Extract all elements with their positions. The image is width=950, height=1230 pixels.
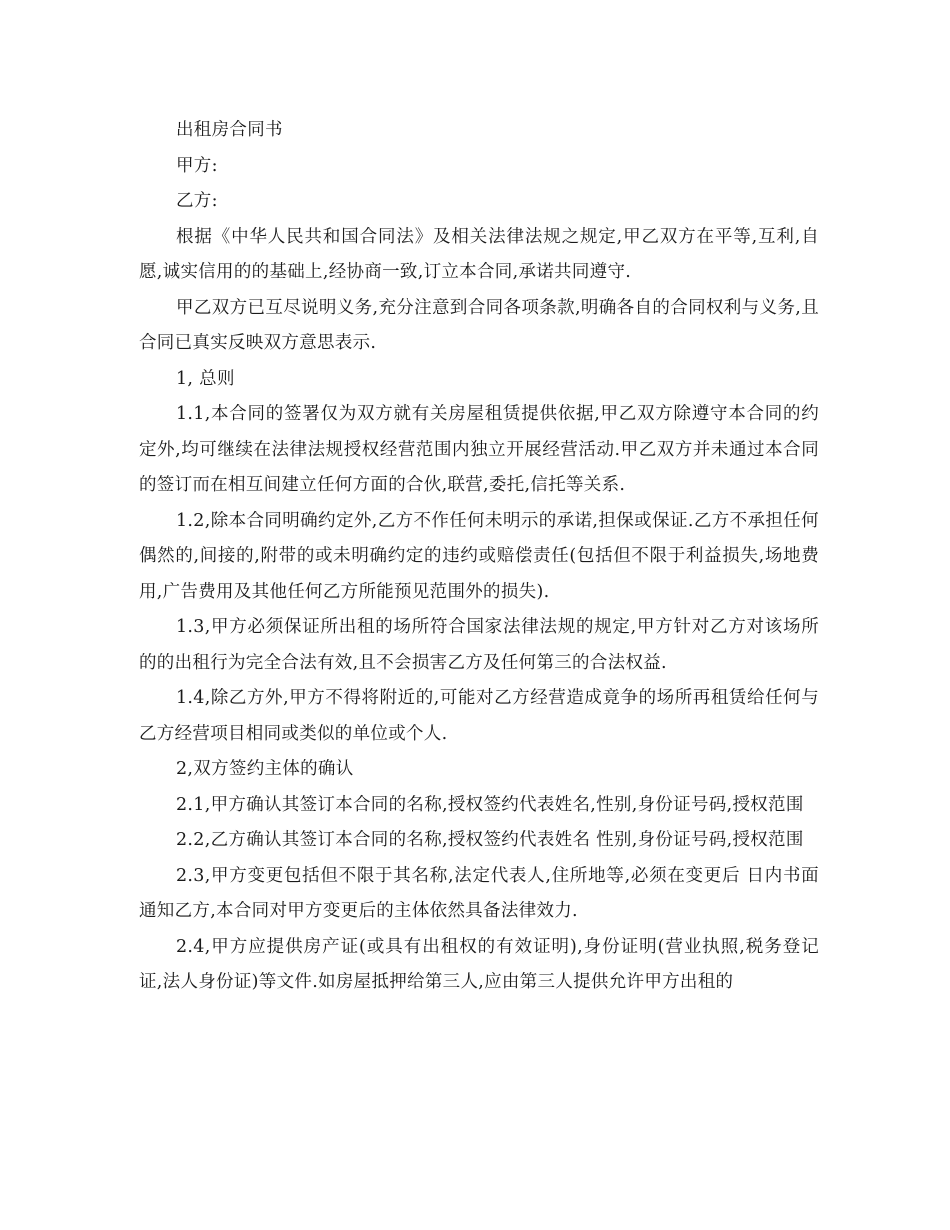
document-title: 出租房合同书 [176,120,283,140]
section-heading-parties: 2,双方签约主体的确认 [176,759,354,779]
contract-document [139,113,819,1001]
party-b-line: 乙方: [176,191,218,211]
clause-2-4: 2.4,甲方应提供房产证(或具有出租权的有效证明),身份证明(营业执照,税务登记证,法人身份证)等文件.如房屋抵押给第三人,应由第三人提供允许甲方出租的 [139,936,819,992]
clause-1-4: 1.4,除乙方外,甲方不得将附近的,可能对乙方经营造成竟争的场所再租赁给任何与乙方经营项目相同或类似的单位或个人. [139,688,819,744]
clause-1-2: 1.2,除本合同明确约定外,乙方不作任何未明示的承诺,担保或保证.乙方不承担任何偶然的,间接的,附带的或未明确约定的违约或赔偿责任(包括但不限于利益损失,场地费用,广告费用及其他任何乙方所能预见范围外的损失). [139,510,819,602]
clause-2-3: 2.3,甲方变更包括但不限于其名称,法定代表人,住所地等,必须在变更后 日内书面通知乙方,本合同对甲方变更后的主体依然具备法律效力. [139,865,819,921]
clause-1-1: 1.1,本合同的签署仅为双方就有关房屋租赁提供依据,甲乙双方除遵守本合同的约定外,均可继续在法律法规授权经营范围内独立开展经营活动.甲乙双方并未通过本合同的签订而在相互间建立任何方面的合伙,联营,委托,信托等关系. [139,404,819,495]
clause-1-3: 1.3,甲方必须保证所出租的场所符合国家法律法规的规定,甲方针对乙方对该场所的的出租行为完全合法有效,且不会损害乙方及任何第三的合法权益. [139,617,819,673]
preamble-paragraph: 根据《中华人民共和国合同法》及相关法律法规之规定,甲乙双方在平等,互利,自愿,诚实信用的的基础上,经协商一致,订立本合同,承诺共同遵守. [139,226,819,282]
party-a-line: 甲方: [176,155,218,176]
clause-2-1: 2.1,甲方确认其签订本合同的名称,授权签约代表姓名,性别,身份证号码,授权范围 [176,794,804,815]
clause-2-2: 2.2,乙方确认其签订本合同的名称,授权签约代表姓名 性别,身份证号码,授权范围 [176,830,804,850]
section-heading-general: 1, 总则 [176,368,235,389]
disclosure-paragraph: 甲乙双方已互尽说明义务,充分注意到合同各项条款,明确各自的合同权利与义务,且合同已真实反映双方意思表示. [139,297,819,353]
